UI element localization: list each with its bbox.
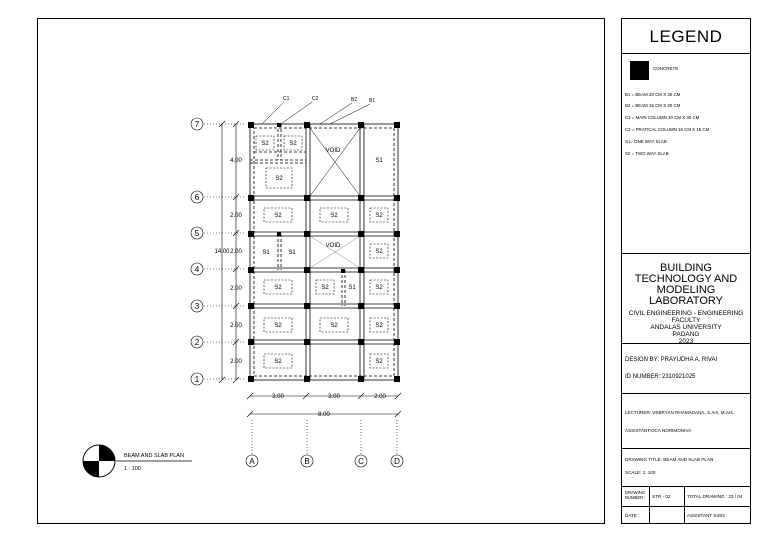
svg-text:3.00: 3.00 bbox=[328, 394, 340, 400]
legend-item: S1= ONE WAY SLAB bbox=[625, 139, 667, 144]
svg-text:D: D bbox=[394, 457, 400, 466]
concrete-swatch bbox=[630, 61, 649, 80]
svg-text:4: 4 bbox=[194, 265, 200, 274]
horizontal-dim-labels bbox=[272, 394, 386, 418]
svg-text:C1: C1 bbox=[283, 96, 290, 102]
svg-text:C2: C2 bbox=[312, 96, 319, 102]
svg-text:S2: S2 bbox=[321, 285, 329, 291]
svg-text:S2: S2 bbox=[375, 359, 383, 365]
legend-title: LEGEND bbox=[649, 27, 723, 46]
svg-text:S2: S2 bbox=[274, 213, 282, 219]
id-number: ID NUMBER: 2310921025 bbox=[625, 374, 696, 380]
svg-text:7: 7 bbox=[194, 120, 200, 129]
plan-title-symbol bbox=[83, 445, 192, 477]
date-label: DATE : bbox=[625, 513, 640, 518]
lab-name: BUILDING TECHNOLOGY AND MODELING LABORATORY bbox=[634, 262, 738, 307]
plan-scale: 1 : 100 bbox=[124, 466, 141, 472]
legend-item: C1 = MAIN COLUMN 30 CM X 30 CM bbox=[625, 115, 700, 120]
svg-text:2: 2 bbox=[194, 338, 200, 347]
svg-text:B2: B2 bbox=[351, 97, 358, 103]
svg-text:A: A bbox=[249, 457, 255, 466]
svg-text:2.00: 2.00 bbox=[230, 359, 242, 365]
svg-text:S2: S2 bbox=[375, 213, 383, 219]
legend-item: C2 = PRATICAL COLUMN 15 CM X 15 CM bbox=[625, 127, 710, 132]
svg-text:5: 5 bbox=[194, 229, 200, 238]
lab-block bbox=[626, 263, 746, 345]
svg-text:2.00: 2.00 bbox=[230, 323, 242, 329]
lab-year: 2023 bbox=[678, 338, 694, 345]
assistant: ASSISTANT:OCA NORIMONIVA bbox=[625, 428, 692, 433]
legend-item: S2 = TWO WAY SLAB bbox=[625, 151, 669, 156]
lab-university: ANDALAS UNIVERSITY bbox=[650, 324, 722, 331]
svg-text:1: 1 bbox=[194, 375, 200, 384]
svg-text:S2: S2 bbox=[274, 359, 282, 365]
svg-text:S2: S2 bbox=[261, 141, 269, 147]
concrete-label: CONCRETE bbox=[653, 66, 679, 71]
svg-text:S2: S2 bbox=[375, 285, 383, 291]
svg-text:B1: B1 bbox=[369, 98, 376, 104]
svg-text:C: C bbox=[358, 457, 364, 466]
drawing-number-label: DRAWING NUMBER : bbox=[625, 490, 646, 500]
row-grid-labels bbox=[195, 120, 200, 384]
svg-text:S2: S2 bbox=[275, 176, 283, 182]
svg-text:2.00: 2.00 bbox=[230, 213, 242, 219]
lab-city: PADANG bbox=[672, 331, 700, 338]
svg-text:S2: S2 bbox=[330, 213, 338, 219]
column-grid-lines bbox=[246, 420, 403, 467]
svg-text:VOID: VOID bbox=[325, 148, 341, 154]
title-block bbox=[621, 18, 751, 524]
vertical-dim-labels bbox=[214, 158, 242, 365]
svg-text:S1: S1 bbox=[375, 158, 383, 164]
slab-labels bbox=[261, 141, 383, 365]
svg-text:6: 6 bbox=[194, 193, 200, 202]
legend-item: B1 = BEAM 20 CM X 30 CM bbox=[625, 92, 681, 97]
svg-text:S1: S1 bbox=[288, 250, 296, 256]
legend-item: B2 = BEAM 15 CM X 20 CM bbox=[625, 103, 681, 108]
svg-text:4.00: 4.00 bbox=[230, 158, 242, 164]
svg-text:S1: S1 bbox=[262, 250, 270, 256]
assistant-sign: ASSISTANT SIGN : bbox=[687, 513, 728, 518]
lecturer: LECTURER: VEBRYAN RHAMADANA, S.Ars, M.Ars. bbox=[625, 410, 735, 415]
svg-text:S1: S1 bbox=[348, 285, 356, 291]
callout-labels bbox=[283, 96, 375, 104]
lab-dept: CIVIL ENGINEERING - ENGINEERING FACULTY bbox=[628, 310, 744, 324]
svg-text:S2: S2 bbox=[375, 323, 383, 329]
svg-text:8.00: 8.00 bbox=[318, 412, 330, 418]
svg-text:3: 3 bbox=[194, 302, 200, 311]
svg-text:2.00: 2.00 bbox=[230, 249, 242, 255]
svg-text:S2: S2 bbox=[274, 285, 282, 291]
svg-text:3.00: 3.00 bbox=[272, 394, 284, 400]
svg-text:S2: S2 bbox=[289, 141, 297, 147]
plan-title: BEAM AND SLAB PLAN bbox=[124, 453, 184, 459]
svg-text:VOID: VOID bbox=[325, 243, 341, 249]
svg-text:2.00: 2.00 bbox=[230, 286, 242, 292]
callouts bbox=[262, 102, 370, 124]
drawing-number: STR - 02 bbox=[652, 494, 671, 499]
drawing-title: DRAWING TITLE: BEAM AND SLAB PLAN bbox=[625, 457, 714, 462]
svg-text:S2: S2 bbox=[274, 323, 282, 329]
svg-text:B: B bbox=[304, 457, 310, 466]
svg-text:14.00: 14.00 bbox=[214, 249, 230, 255]
drawing-scale: SCALE: 1: 100 bbox=[625, 470, 656, 475]
svg-text:S2: S2 bbox=[330, 323, 338, 329]
slab-boxes bbox=[256, 136, 388, 368]
svg-text:S2: S2 bbox=[375, 249, 383, 255]
svg-text:2.00: 2.00 bbox=[374, 394, 386, 400]
column-grid-labels bbox=[249, 457, 400, 466]
designer: DESIGN BY: PRAYUDHA A. RIVAI bbox=[625, 357, 718, 363]
total-drawing: TOTAL DRAWING : 23 / 04 bbox=[687, 494, 743, 499]
